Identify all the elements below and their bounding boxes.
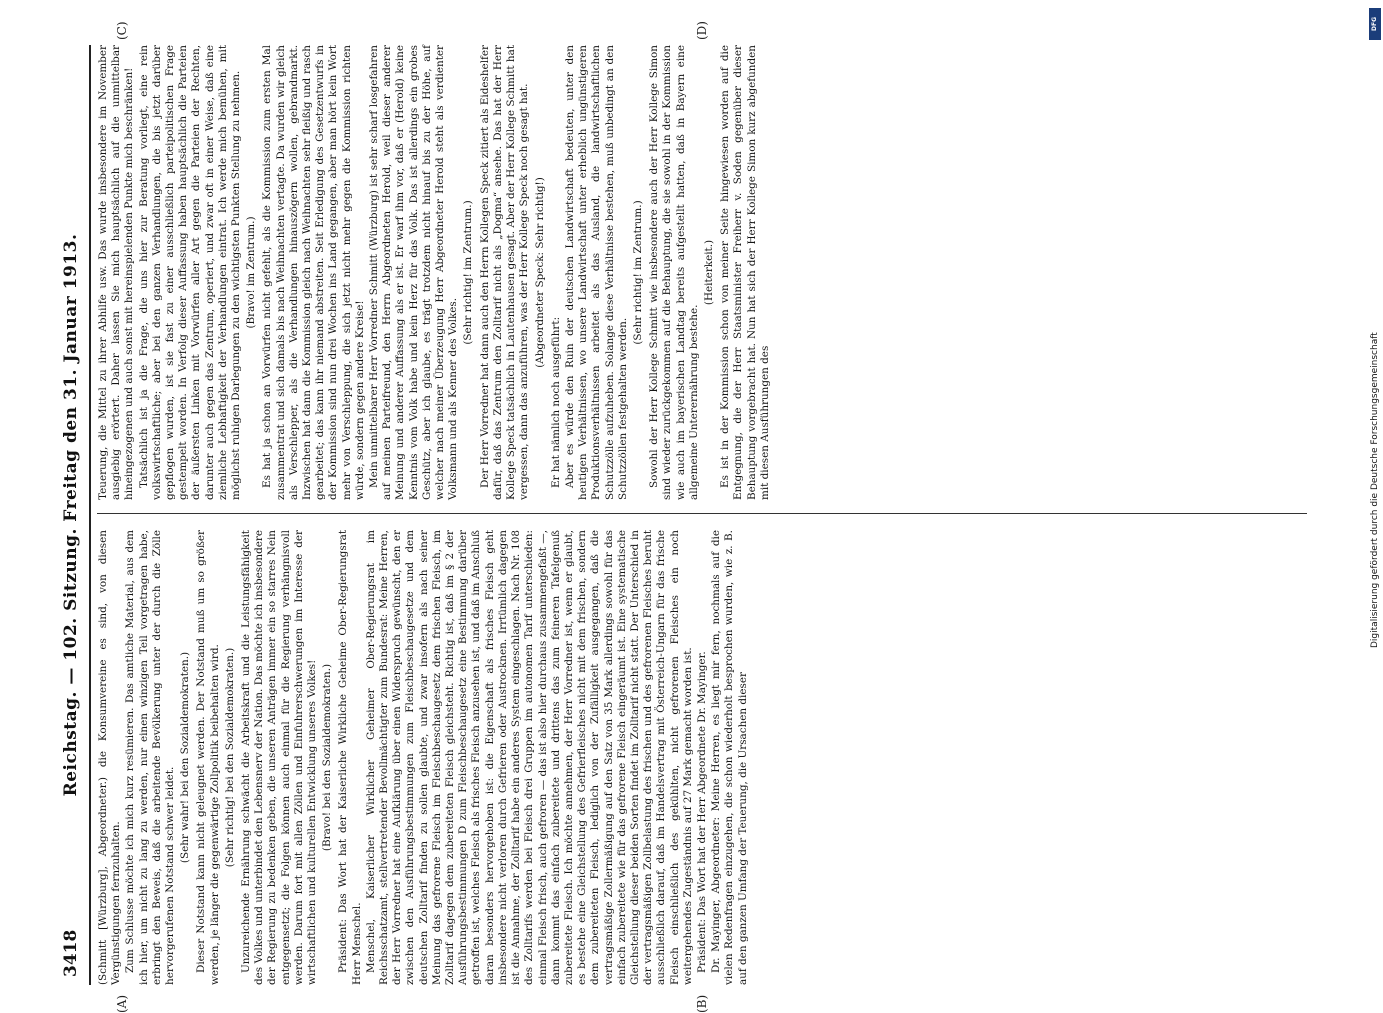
- column-divider: [97, 513, 1307, 514]
- margin-mark-d: (D): [695, 21, 709, 40]
- paragraph: Zum Schlusse möchte ich mich kurz resümieren. Das amtliche Material, aus dem ich hier, um nicht zu lang zu werden, nur einen winzigen Teil vorgetragen habe, erbringt den Beweis, daß die arbeitende Bevölkerung unter der durch die Zölle hervorgerufenen Notstand schwer leidet.: [124, 530, 177, 985]
- interjection: (Sehr richtig! im Zentrum.): [462, 200, 475, 345]
- margin-mark-b: (B): [695, 994, 709, 1013]
- running-head: Reichstag. — 102. Sitzung. Freitag den 31. Januar 1913.: [61, 233, 81, 797]
- speaker-paragraph: Präsident: Das Wort hat der Herr Abgeordnete Dr. Mayinger.: [695, 651, 708, 973]
- paragraph: Es hat ja schon an Vorwürfen nicht gefehlt, als die Kommission zum ersten Mal zusammentrat und sich damals bis nach Weihnachten vertagte. Da wurden wir gleich als Verschlepper, als die Verhandlungen hinauszögern wollen, gebrandmarkt. Inzwischen hat dann die Kommission gleich nach Weihnachten sehr fleißig und rasch gearbeitet; das kann ihr niemand abstreiten. Seit Erledigung des Gesetzentwurfs in der Kommission sind nun drei Wochen ins Land gegangen, aber man hört kein Wort mehr von Verschleppung, die sich jetzt nicht mehr gegen die Kommission richten würde, sondern gegen andere Kreise!: [261, 45, 366, 500]
- rotated-page-content: [55, 21, 1315, 1013]
- interjection: (Abgeordneter Speck: Sehr richtig!): [533, 177, 546, 368]
- interjection: (Bravo! im Zentrum.): [245, 216, 258, 329]
- speaker-paragraph: Menschel, Kaiserlicher Wirklicher Geheimer Ober-Regierungsrat im Reichsschatzamt, stellvertretender Bevollmächtigter zum Bundesrat: Meine Herren, der Herr Vorredner hat eine Aufklärung über einen Widerspruch gewünscht, den er zwischen den Ausführungsbestimmungen zum Fleischbeschaugesetze und dem deutschen Zolltarif finden zu sollen glaubte, und zwar insofern als nach seiner Meinung das gefrorene Fleisch im Fleischbeschaugesetz dem frischen Fleisch, im Zolltarif dagegen dem zubereiteten Fleisch gleichsteht. Richtig ist, daß im § 2 der Ausführungsbestimmungen D zum Fleischbeschaugesetz eine Bestimmung darüber getroffen ist, welches Fleisch als frisches Fleisch anzusehen ist, und daß im Anschluß daran besonders hervorgehoben ist: die Eigenschaft als frisches Fleisch geht insbesondere nicht verloren durch Gefrieren oder Austrocknen. Irrtümlich dagegen ist die Annahme, der Zolltarif habe ein anderes System eingeschlagen. Nach Nr. 108 des Zolltarifs werden bei Fleisch drei Gruppen im autonomen Tarif unterschieden: einmal Fleisch frisch, auch gefroren — das ist also hier durchaus zusammengefaßt —, dann kommt das einfach zubereitete und drittens das zum feineren Tafelgenuß zubereitete Fleisch. Ich möchte annehmen, der Herr Vorredner ist, wenn er glaubt, es bestehe eine Gleichstellung des Gefrierfleisches nicht mit dem frischen, sondern dem zubereiteten Fleisch, lediglich von der Zufälligkeit ausgegangen, daß die vertragsmäßige Zollermäßigung auf den Satz von 35 Mark allerdings sowohl für das einfach zubereitete wie für das gefrorene Fleisch eingeräumt ist. Eine systematische Gleichstellung dieser beiden Sorten findet im Zolltarif nicht statt. Der Unterschied in der vertragsmäßigen Zollbelastung des frischen und des gefrorenen Fleisches beruht ausschließlich darauf, daß im Handelsvertrag mit Österreich-Ungarn für das frische Fleisch einschließlich des gekühlten, nicht gefrorenen Fleisches ein noch weitergehendes Zugeständnis auf 27 Mark gemacht worden ist.: [364, 530, 694, 985]
- header-rule: [89, 45, 91, 985]
- margin-mark-a: (A): [115, 994, 129, 1013]
- credit-text: Digitalisierung gefördert durch die Deutsche Forschungsgemeinschaft: [1370, 332, 1380, 648]
- margin-mark-c: (C): [115, 21, 129, 40]
- paragraph: Mein unmittelbarer Herr Vorredner Schmitt (Würzburg) ist sehr scharf losgefahren auf meinen Parteifreund, den Herrn Abgeordneten Herold, weil dieser anderer Meinung und anderer Auffassung als er ist. Er warf ihm vor, daß er (Herold) keine Kenntnis vom Volk habe und kein Herz für das Volk. Das ist allerdings ein grobes Geschütz, aber ich glaube, es trägt trotzdem nicht hinauf bis zu der Höhe, auf welcher nach meiner Überzeugung Herr Abgeordneter Herold steht als verdienter Volksmann und als Kenner des Volkes.: [368, 45, 460, 500]
- interjection: (Sehr richtig! bei den Sozialdemokraten.): [223, 647, 236, 868]
- left-column: [97, 530, 751, 985]
- paragraph: Es ist in der Kommission schon von meiner Seite hingewiesen worden auf die Entgegnung, die der Herr Staatsminister Freiherr v. Soden gegenüber dieser Behauptung vorgebracht hat. Nun hat sich der Herr Kollege Simon kurz abgefunden mit diesen Ausführungen des: [719, 45, 771, 500]
- paragraph: Der Herr Vorredner hat dann auch den Herrn Kollegen Speck zitiert als Eideshelfer dafür, daß das Zentrum den Zolltarif nicht als „Dogma“ ansehe. Das hat der Herr Kollege Speck tatsächlich in Lautenhausen gesagt. Aber der Herr Kollege Schmitt hat vergessen, dann das anzuführen, was der Herr Kollege Speck noch gesagt hat.: [478, 45, 531, 500]
- interjection: (Heiterkeit.): [702, 239, 715, 306]
- paragraph: (Schmitt [Würzburg], Abgeordneter.) die Konsumvereine es sind, von diesen Vergünstigungen fernzuhalten.: [97, 530, 123, 985]
- paragraph: Dieser Notstand kann nicht geleugnet werden. Der Notstand muß um so größer werden, je länger die gegenwärtige Zollpolitik beibehalten wird.: [195, 530, 221, 985]
- speaker-paragraph: Dr. Mayinger, Abgeordneter: Meine Herren, es liegt mir fern, nochmals auf die vielen Redenfragen einzugehen, die schon wiederholt besprochen wurden, wie z. B. auf den ganzen Umfang der Teuerung, die Ursachen dieser: [710, 530, 749, 985]
- paragraph: Er hat nämlich noch ausgeführt:: [549, 316, 562, 488]
- interjection: (Sehr richtig! im Zentrum.): [631, 200, 644, 345]
- quotation: Aber es würde den Ruin der deutschen Landwirtschaft bedeuten, unter den heutigen Verhältnissen, wo unsere Landwirtschaft unter erheblich ungünstigeren Produktionsverhältnissen arbeitet als das Ausland, die landwirtschaftlichen Schutzzölle aufzuheben. Solange diese Verhältnisse bestehen, muß unbedingt an den Schutzzöllen festgehalten werden.: [563, 45, 629, 500]
- paragraph: Teuerung, die Mittel zu ihrer Abhilfe usw. Das wurde insbesondere im November ausgiebig erörtert. Daher lassen Sie mich hauptsächlich auf die unmittelbar hineingezogenen und auch sonst mit hereinspielenden Punkte mich beschränken!: [97, 45, 136, 500]
- digitization-credit: [1369, 8, 1381, 648]
- paragraph: Tatsächlich ist ja die Frage, die uns hier zur Beratung vorliegt, eine rein volkswirtschaftliche; aber bei den ganzen Verhandlungen, die bis jetzt darüber gepflogen wurden, ist sie fast zu einer ausschließlich parteipolitischen Frage gestempelt worden. In Verfolg dieser Auffassung haben hauptsächlich die Parteien der äußersten Linken mit Vorwürfen aller Art gegen die Parteien der Rechten, darunter auch gegen das Zentrum, operiert, und zwar oft in einer Weise, daß eine ziemliche Lebhaftigkeit der Verhandlungen eintrat. Ich werde mich bemühen, mit möglichst ruhigen Darlegungen zu den wichtigsten Punkten Stellung zu nehmen.: [137, 45, 243, 500]
- page-number: 3418: [61, 929, 81, 977]
- interjection: (Sehr wahr! bei den Sozialdemokraten.): [179, 651, 192, 864]
- paragraph: Unzureichende Ernährung schwächt die Arbeitskraft und die Leistungsfähigkeit des Volkes und unterbindet den Lebensnerv der Nation. Das möchte ich insbesondere der Regierung zu bedenken geben, die unseren Anträgen immer ein so starres Nein entgegensetzt; die Folgen können auch einmal für die Regierung verhängnisvoll werden. Darum fort mit allen Zöllen und Einfuhrerschwerungen im Interesse der wirtschaftlichen und kulturellen Entwicklung unseres Volkes!: [240, 530, 319, 985]
- paragraph: Sowohl der Herr Kollege Schmitt wie insbesondere auch der Herr Kollege Simon sind wieder zurückgekommen auf die Behauptung, die sie sowohl in der Kommission wie auch im bayerischen Landtag bereits aufgestellt hatten, daß in Bayern eine allgemeine Unterernährung bestehe.: [648, 45, 700, 500]
- speaker-paragraph: Präsident: Das Wort hat der Kaiserliche Wirkliche Geheime Ober-Regierungsrat Herr Menschel.: [337, 530, 363, 985]
- right-column: [97, 45, 773, 500]
- interjection: (Bravo! bei den Sozialdemokraten.): [321, 663, 334, 852]
- dfg-logo: DFG: [1369, 8, 1381, 40]
- page-header: [55, 45, 89, 985]
